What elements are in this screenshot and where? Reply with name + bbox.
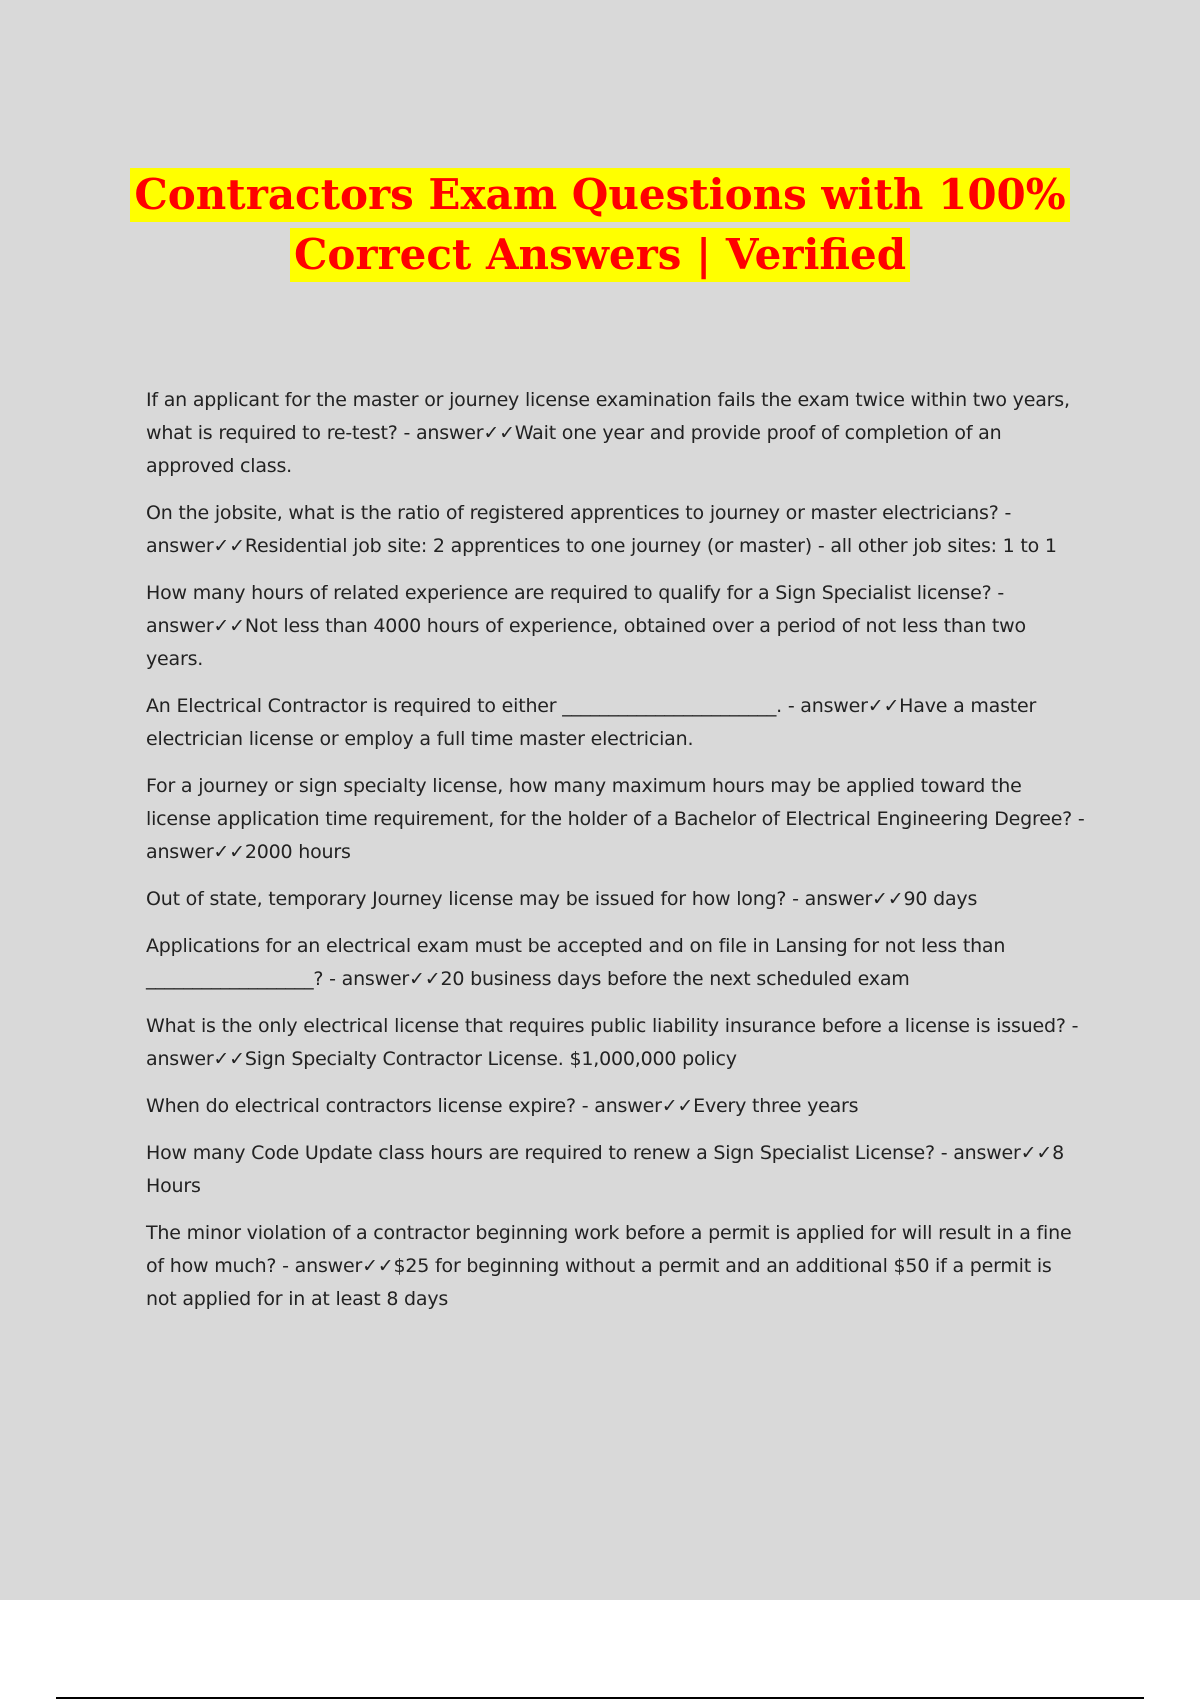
qa-item: For a journey or sign specialty license, how many maximum hours may be applied toward the license application time requirement, for the holder of a Bachelor of Electrical Engineering Degree? - answer✓✓2000 hours [146,775,1085,863]
qa-list [146,384,1086,1330]
qa-item: How many hours of related experience are required to qualify for a Sign Specialist license? - answer✓✓Not less than 4000 hours of experience, obtained over a period of not less than two years. [146,582,1026,670]
title-line-2: Correct Answers | Verified [290,228,910,282]
qa-item: Applications for an electrical exam must be accepted and on file in Lansing for not less than __________________? - answer✓✓20 business days before the next scheduled exam [146,935,1006,990]
qa-item: When do electrical contractors license expire? - answer✓✓Every three years [146,1095,859,1117]
qa-item: What is the only electrical license that requires public liability insurance before a license is issued? - answer✓✓Sign Specialty Contractor License. $1,000,000 policy [146,1015,1079,1070]
qa-item: If an applicant for the master or journey license examination fails the exam twice within two years, what is required to re-test? - answer✓✓Wait one year and provide proof of completion of an approved class. [146,389,1070,477]
qa-item: Out of state, temporary Journey license may be issued for how long? - answer✓✓90 days [146,888,978,910]
qa-item: An Electrical Contractor is required to either _______________________. - answer✓✓Have a master electrician license or employ a full time master electrician. [146,695,1037,750]
document-title [0,168,1200,288]
qa-item: On the jobsite, what is the ratio of registered apprentices to journey or master electricians? - answer✓✓Residential job site: 2 apprentices to one journey (or master) - all other job sites: 1 to 1 [146,502,1057,557]
qa-item: The minor violation of a contractor beginning work before a permit is applied for will result in a fine of how much? - answer✓✓$25 for beginning without a permit and an additional $50 if a permit is not applied for in at least 8 days [146,1222,1072,1310]
qa-item: How many Code Update class hours are required to renew a Sign Specialist License? - answer✓✓8 Hours [146,1142,1064,1197]
footer-rule [56,1697,1144,1699]
title-line-1: Contractors Exam Questions with 100% [130,168,1069,222]
